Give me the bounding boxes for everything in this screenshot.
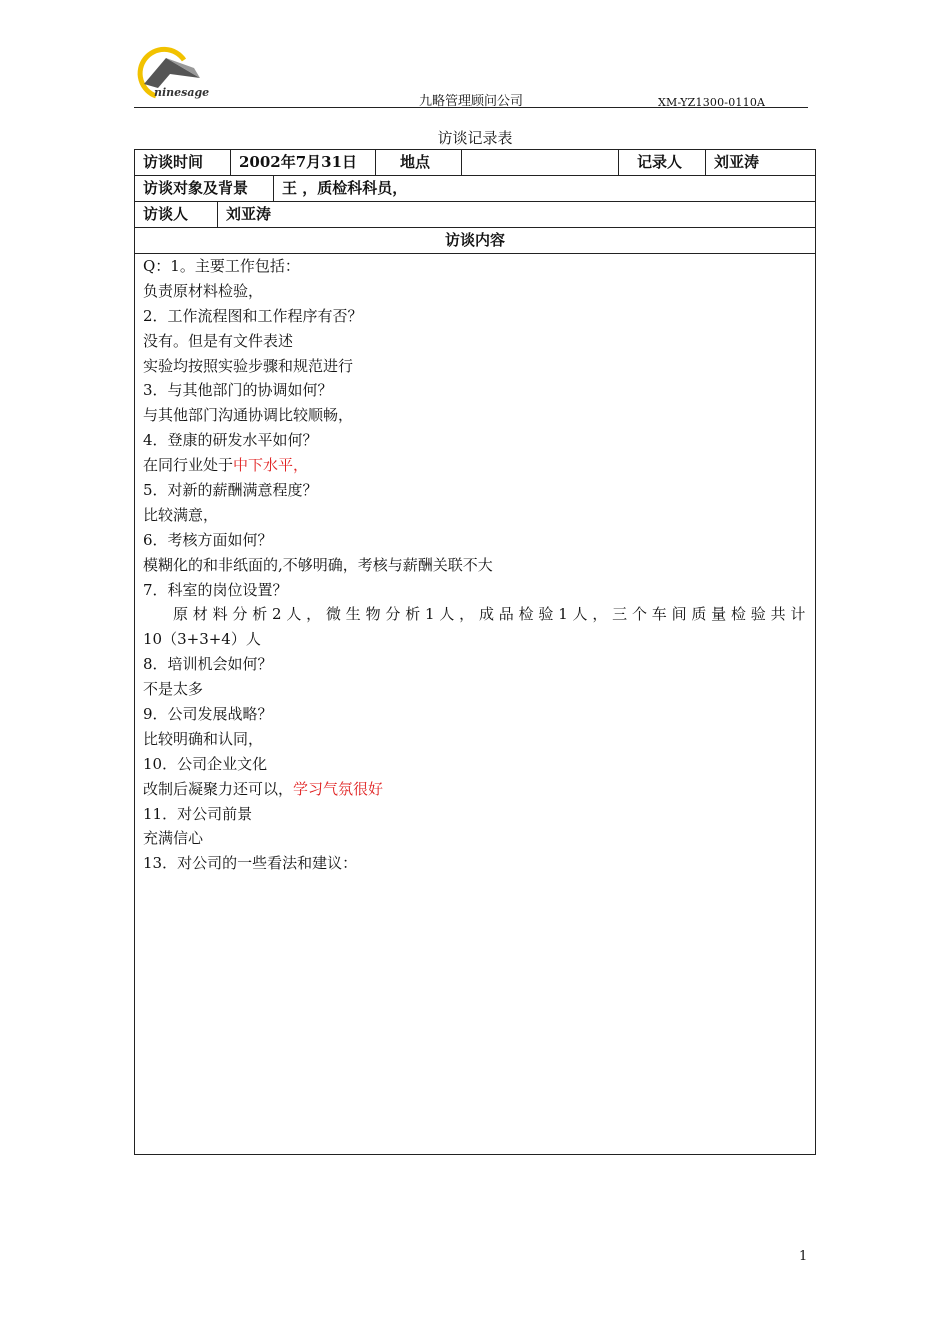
highlighted-text: 中下水平， bbox=[233, 456, 309, 475]
recorder-value: 刘亚涛 bbox=[714, 153, 760, 171]
highlighted-text: 学习气氛很好 bbox=[293, 779, 384, 798]
interviewer-value: 刘亚涛 bbox=[226, 205, 272, 223]
content-line: 13．对公司的一些看法和建议： bbox=[143, 854, 358, 873]
content-line: 不是太多 bbox=[143, 680, 204, 699]
content-line: 负责原材料检验， bbox=[143, 281, 264, 300]
row-subject bbox=[135, 176, 815, 202]
content-line bbox=[143, 453, 807, 478]
page-number: 1 bbox=[799, 1249, 808, 1264]
company-name: 九略管理顾问公司 bbox=[419, 94, 524, 109]
content-line: 6．考核方面如何？ bbox=[143, 530, 273, 549]
time-label: 访谈时间 bbox=[143, 153, 204, 171]
content-line: 充满信心 bbox=[143, 829, 204, 848]
content-line: 模糊化的和非纸面的,不够明确，考核与薪酬关联不大 bbox=[143, 555, 493, 574]
place-value bbox=[462, 150, 618, 175]
content-line: 与其他部门沟通协调比较顺畅， bbox=[143, 406, 354, 425]
document-number: XM-YZ1300-0110A bbox=[658, 96, 766, 109]
content-line: 10．公司企业文化 bbox=[143, 754, 268, 773]
interviewer-label: 访谈人 bbox=[143, 205, 189, 223]
content-line: 8．培训机会如何？ bbox=[143, 655, 273, 674]
content-line: 2．工作流程图和工作程序有否？ bbox=[143, 306, 363, 325]
form-title: 访谈记录表 bbox=[437, 129, 513, 147]
content-line: 比较满意， bbox=[143, 505, 219, 524]
content-line: 比较明确和认同， bbox=[143, 729, 264, 748]
content-line: 4．登康的研发水平如何？ bbox=[143, 431, 318, 450]
row-interviewer bbox=[135, 202, 815, 228]
interview-content bbox=[143, 254, 807, 876]
header-divider bbox=[134, 107, 808, 108]
content-text: 在同行业处于 bbox=[143, 456, 234, 475]
content-line: 没有。但是有文件表述 bbox=[143, 331, 294, 350]
section-title: 访谈内容 bbox=[444, 231, 505, 249]
content-line: 10（3+3+4）人 bbox=[143, 630, 261, 649]
subject-label: 访谈对象及背景 bbox=[143, 179, 249, 197]
recorder-label: 记录人 bbox=[637, 153, 683, 171]
company-logo bbox=[130, 44, 230, 110]
content-line: Q：1。主要工作包括： bbox=[143, 257, 300, 275]
content-line: 原材料分析2人，微生物分析1人，成品检验1人，三个车间质量检验共计 bbox=[173, 605, 807, 624]
content-line: 3．与其他部门的协调如何？ bbox=[143, 381, 333, 400]
interview-form bbox=[134, 149, 816, 1155]
content-line: 5．对新的薪酬满意程度？ bbox=[143, 481, 318, 500]
row-section-title bbox=[135, 228, 815, 254]
logo-text: ninesage bbox=[154, 86, 210, 99]
content-line: 实验均按照实验步骤和规范进行 bbox=[143, 356, 354, 375]
row-time-place-recorder bbox=[135, 150, 815, 176]
content-line: 11．对公司前景 bbox=[143, 804, 253, 823]
content-line: 7．科室的岗位设置？ bbox=[143, 580, 288, 599]
time-value: 2002年7月31日 bbox=[239, 153, 358, 171]
content-text: 改制后凝聚力还可以， bbox=[143, 779, 294, 798]
content-line bbox=[143, 777, 807, 802]
place-label: 地点 bbox=[400, 153, 431, 171]
logo-graphic bbox=[130, 44, 230, 110]
content-line: 9．公司发展战略？ bbox=[143, 705, 273, 724]
subject-value: 王 ，质检科科员， bbox=[282, 179, 408, 197]
